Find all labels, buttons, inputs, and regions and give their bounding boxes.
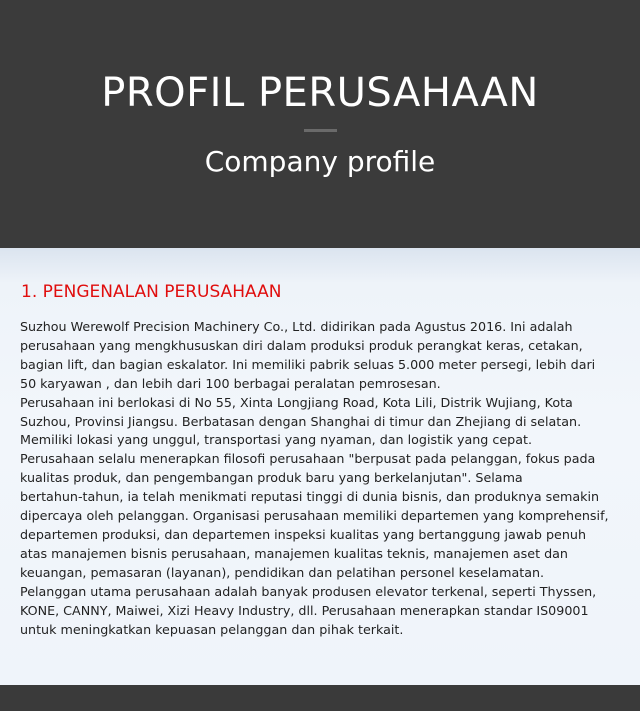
body-line: perusahaan yang mengkhususkan diri dalam produksi produk perangkat keras, cetakan, <box>20 337 583 353</box>
section-heading: 1. PENGENALAN PERUSAHAAN <box>21 282 282 302</box>
body-line: dipercaya oleh pelanggan. Organisasi perusahaan memiliki departemen yang komprehensif, <box>20 508 609 524</box>
body-line: bagian lift, dan bagian eskalator. Ini memiliki pabrik seluas 5.000 meter persegi, lebih dari <box>20 356 596 372</box>
body-line: Memiliki lokasi yang unggul, transportasi yang nyaman, dan logistik yang cepat. <box>20 432 533 448</box>
body-line: KONE, CANNY, Maiwei, Xizi Heavy Industry, dll. Perusahaan menerapkan standar IS09001 <box>20 602 589 618</box>
body-line: Suzhou Werewolf Precision Machinery Co., Ltd. didirikan pada Agustus 2016. Ini adalah <box>20 319 573 334</box>
body-line: departemen produksi, dan departemen inspeksi kualitas yang bertanggung jawab penuh <box>20 526 586 542</box>
body-line: 50 karyawan , dan lebih dari 100 berbagai peralatan pemrosesan. <box>20 375 441 391</box>
section-body <box>20 318 628 639</box>
profile-header <box>0 0 640 248</box>
body-line: Perusahaan ini berlokasi di No 55, Xinta Longjiang Road, Kota Lili, Distrik Wujiang, Kota <box>20 394 573 410</box>
body-line: atas manajemen bisnis perusahaan, manajemen kualitas teknis, manajemen aset dan <box>20 545 568 561</box>
page-title: PROFIL PERUSAHAAN <box>101 70 539 116</box>
title-divider <box>304 129 337 132</box>
body-line: bertahun-tahun, ia telah menikmati reputasi tinggi di dunia bisnis, dan produknya semakin <box>20 489 600 505</box>
body-line: kualitas produk, dan pengembangan produk baru yang berkelanjutan". Selama <box>20 470 523 486</box>
body-line: keuangan, pemasaran (layanan), pendidikan dan pelatihan personel keselamatan. <box>20 564 545 580</box>
body-line: untuk meningkatkan kepuasan pelanggan dan pihak terkait. <box>20 621 404 637</box>
body-line: Pelanggan utama perusahaan adalah banyak produsen elevator terkenal, seperti Thyssen, <box>20 583 597 599</box>
body-line: Suzhou, Provinsi Jiangsu. Berbatasan dengan Shanghai di timur dan Zhejiang di selatan. <box>20 413 582 429</box>
body-line: Perusahaan selalu menerapkan filosofi perusahaan "berpusat pada pelanggan, fokus pada <box>20 451 596 467</box>
footer-band <box>0 685 640 711</box>
page-subtitle: Company profile <box>204 145 436 178</box>
